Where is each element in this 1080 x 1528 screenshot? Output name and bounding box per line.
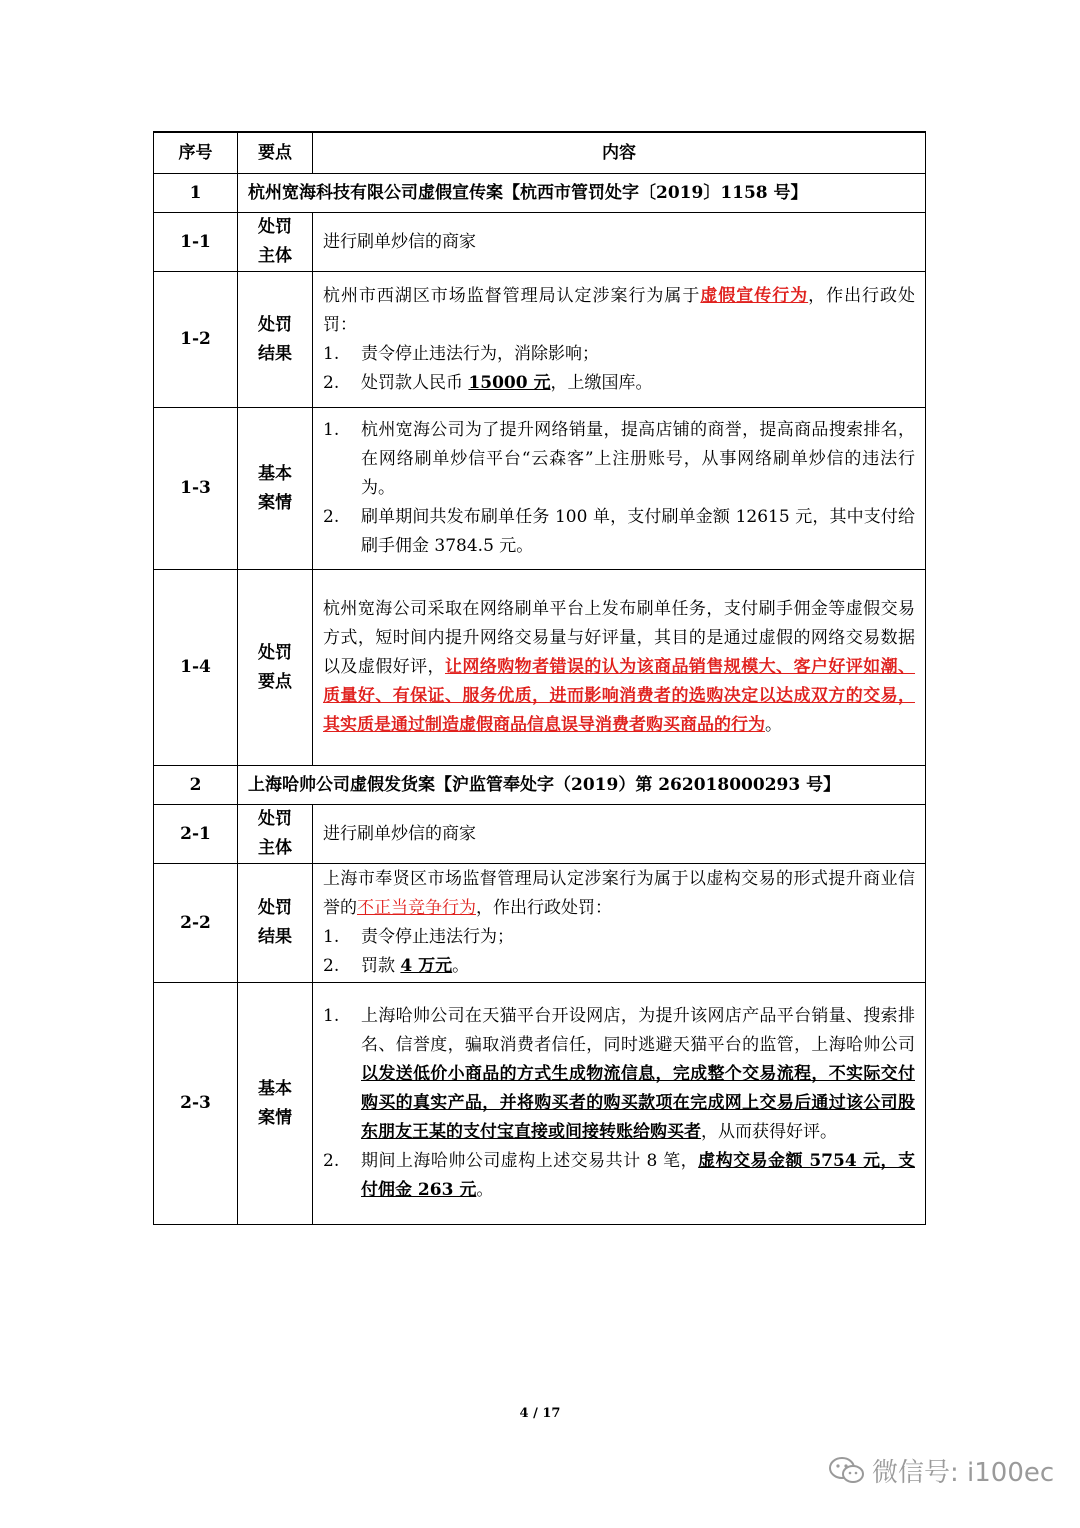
table-row: [154, 805, 926, 864]
row-content: [313, 983, 926, 1225]
list-item: 1. 杭州宽海公司为了提升网络销量，提高店铺的商誉，提高商品搜索排名，在网络刷单炒信平台“云森客”上注册账号，从事网络刷单炒信的违法行为。: [323, 420, 915, 498]
row-no: 1-4: [154, 570, 238, 766]
table-row: [154, 864, 926, 983]
row-content: 进行刷单炒信的商家: [313, 805, 926, 864]
row-content: 杭州宽海公司采取在网络刷单平台上发布刷单任务，支付刷手佣金等虚假交易方式，短时间内提升网络交易量与好评量，其目的是通过虚假的网络交易数据以及虚假好评，让网络购物者错误的认为该商品销售规模大、客户好评如潮、质量好、有保证、服务优质，进而影响消费者的选购决定以达成双方的交易，其实质是通过制造虚假商品信息误导消费者购买商品的行为。: [313, 570, 926, 766]
case-no: 2: [154, 766, 238, 805]
header-content: 内容: [313, 132, 926, 174]
table-header-row: [154, 132, 926, 174]
row-key: 处罚 结果: [238, 272, 313, 408]
row-key: 处罚 结果: [238, 864, 313, 983]
wechat-icon: [828, 1456, 866, 1486]
page-number: 4 / 17: [519, 1406, 561, 1421]
case-title: 杭州宽海科技有限公司虚假宣传案【杭西市管罚处字〔2019〕1158 号】: [238, 174, 926, 213]
case-table: [153, 131, 926, 1225]
content-list: [323, 340, 915, 398]
highlight-text: 虚假宣传行为: [700, 285, 809, 306]
header-point: 要点: [238, 132, 313, 174]
row-key: 基本 案情: [238, 983, 313, 1225]
emphasis-text: 4 万元: [400, 956, 453, 976]
content-list: [323, 1002, 915, 1205]
content-intro: 上海市奉贤区市场监督管理局认定涉案行为属于以虚构交易的形式提升商业信誉的不正当竞争行为，作出行政处罚：: [323, 869, 915, 918]
highlight-text: 不正当竞争行为: [357, 898, 476, 918]
case-title-row: [154, 766, 926, 805]
row-key: 处罚 要点: [238, 570, 313, 766]
case-title-row: [154, 174, 926, 213]
row-key: 处罚 主体: [238, 805, 313, 864]
emphasis-text: 15000 元: [468, 372, 551, 393]
row-no: 1-2: [154, 272, 238, 408]
row-no: 2-2: [154, 864, 238, 983]
row-key: 处罚 主体: [238, 213, 313, 272]
header-no: 序号: [154, 132, 238, 174]
highlight-text: 让网络购物者错误的认为该商品销售规模大、客户好评如潮、质量好、有保证、服务优质，进而影响消费者的选购决定以达成双方的交易，其实质是通过制造虚假商品信息误导消费者购买商品的行为: [323, 657, 916, 735]
table-row: [154, 408, 926, 570]
table-row: [154, 570, 926, 766]
list-item: 1. 责令停止违法行为，消除影响；: [323, 343, 599, 364]
list-item: 1. 责令停止违法行为；: [323, 927, 514, 947]
table-row: [154, 272, 926, 408]
table-row: [154, 213, 926, 272]
watermark: [828, 1452, 1054, 1489]
list-item: 2. 处罚款人民币 15000 元，上缴国库。: [323, 372, 653, 393]
case-no: 1: [154, 174, 238, 213]
content-list: [323, 416, 915, 561]
emphasis-text: 虚构交易金额 5754 元，支付佣金 263 元: [361, 1151, 916, 1200]
case-title: 上海哈帅公司虚假发货案【沪监管奉处字（2019）第 262018000293 号】: [238, 766, 926, 805]
row-no: 1-1: [154, 213, 238, 272]
row-content: [313, 408, 926, 570]
list-item: 2. 刷单期间共发布刷单任务 100 单，支付刷单金额 12615 元，其中支付给刷手佣金 3784.5 元。: [323, 507, 915, 556]
content-intro: 杭州市西湖区市场监督管理局认定涉案行为属于虚假宣传行为，作出行政处罚：: [323, 285, 915, 335]
row-no: 1-3: [154, 408, 238, 570]
watermark-text: 微信号: i100ec: [872, 1458, 1055, 1488]
emphasis-text: 以发送低价小商品的方式生成物流信息，完成整个交易流程，不实际交付购买的真实产品，并将购买者的购买款项在完成网上交易后通过该公司股东朋友王某的支付宝直接或间接转账给购买者: [361, 1064, 915, 1142]
row-content: 进行刷单炒信的商家: [313, 213, 926, 272]
row-content: [313, 272, 926, 408]
row-key: 基本 案情: [238, 408, 313, 570]
table-row: [154, 983, 926, 1225]
list-item: 2. 罚款 4 万元。: [323, 956, 470, 976]
row-content: [313, 864, 926, 983]
row-no: 2-3: [154, 983, 238, 1225]
row-no: 2-1: [154, 805, 238, 864]
list-item: 1. 上海哈帅公司在天猫平台开设网店，为提升该网店产品平台销量、搜索排名、信誉度，骗取消费者信任，同时逃避天猫平台的监管，上海哈帅公司以发送低价小商品的方式生成物流信息，完成整个交易流程，不实际交付购买的真实产品，并将购买者的购买款项在完成网上交易后通过该公司股东朋友王某的支付宝直接或间接转账给购买者，从而获得好评。: [323, 1006, 915, 1142]
content-list: [323, 923, 915, 981]
list-item: 2. 期间上海哈帅公司虚构上述交易共计 8 笔，虚构交易金额 5754 元，支付佣金 263 元。: [323, 1151, 916, 1200]
